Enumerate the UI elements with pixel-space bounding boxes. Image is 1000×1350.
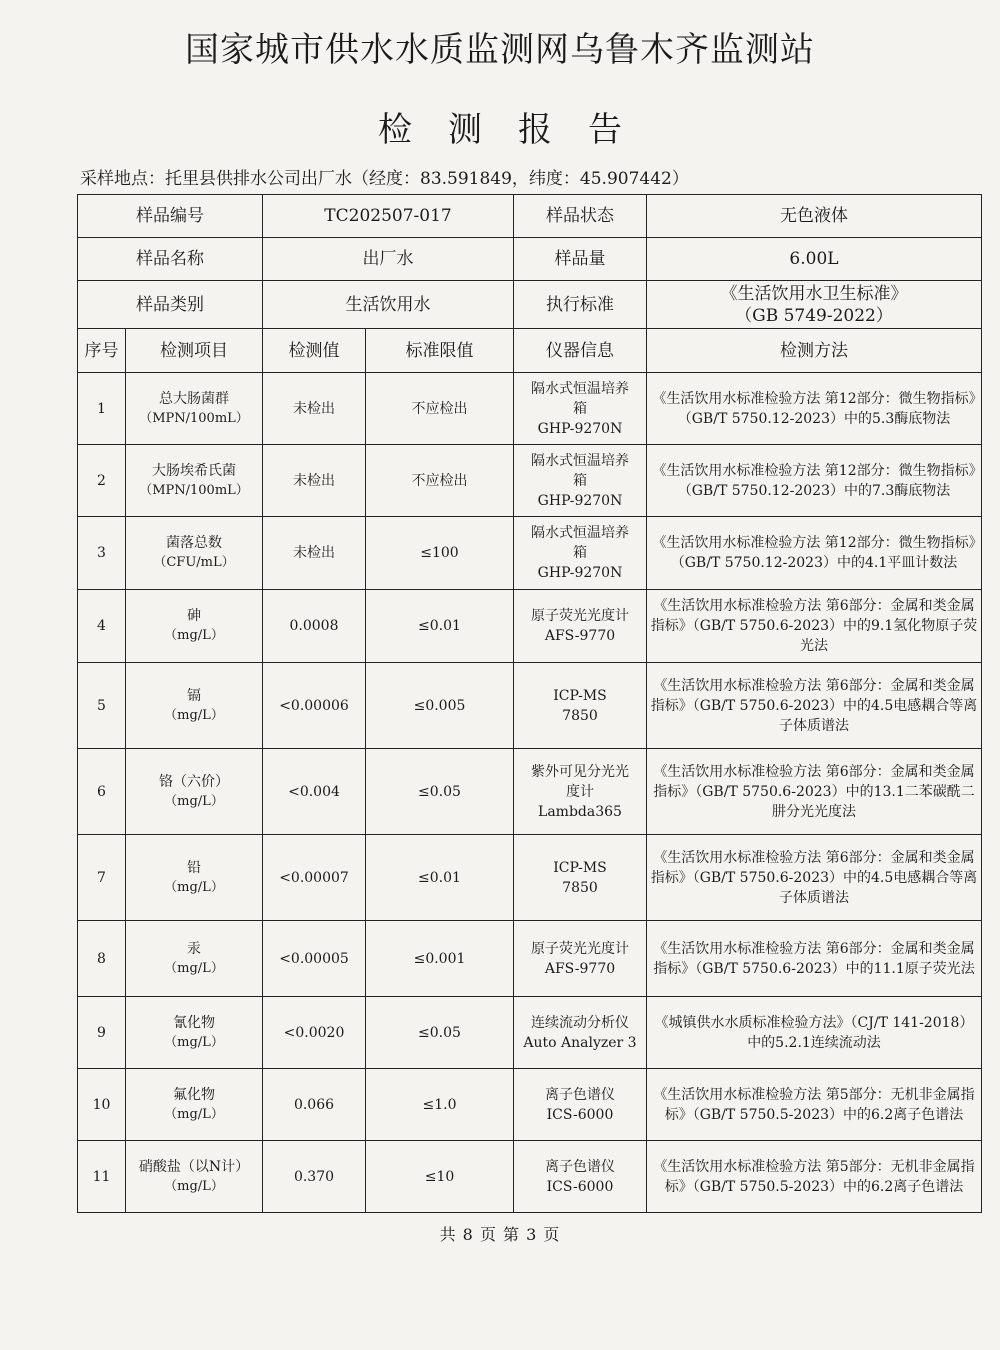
test-value: 0.0008: [263, 590, 366, 663]
test-item-unit: （mg/L）: [164, 960, 224, 976]
test-item: [126, 590, 263, 663]
test-value: <0.004: [263, 749, 366, 835]
test-method: 《生活饮用水标准检验方法 第6部分：金属和类金属指标》（GB/T 5750.6-2023）中的13.1二苯碳酰二肼分光光度法: [647, 749, 982, 835]
test-item: [126, 1069, 263, 1141]
instrument-line-2: 7850: [562, 707, 598, 724]
sample-no-label: 样品编号: [78, 195, 263, 238]
test-item-name: 大肠埃希氏菌: [152, 462, 236, 479]
test-item: [126, 663, 263, 749]
sample-name-label: 样品名称: [78, 238, 263, 281]
report-table: [77, 194, 982, 1213]
instrument-info: [514, 517, 647, 590]
sample-state-label: 样品状态: [514, 195, 647, 238]
col-header-method: 检测方法: [647, 329, 982, 373]
test-value: <0.00007: [263, 835, 366, 921]
test-item-unit: （mg/L）: [164, 1106, 224, 1122]
test-value: 未检出: [263, 517, 366, 590]
standard-limit: ≤0.001: [366, 921, 514, 997]
instrument-name: 隔水式恒温培养: [531, 380, 629, 397]
test-value: <0.00006: [263, 663, 366, 749]
sample-state-value: 无色液体: [647, 195, 982, 238]
test-item: [126, 517, 263, 590]
test-item-name: 镉: [187, 687, 201, 704]
row-number: 10: [78, 1069, 126, 1141]
instrument-info: [514, 1141, 647, 1213]
instrument-line-2: Auto Analyzer 3: [523, 1034, 637, 1051]
test-item-unit: （mg/L）: [164, 879, 224, 895]
row-number: 5: [78, 663, 126, 749]
test-item: [126, 1141, 263, 1213]
row-number: 7: [78, 835, 126, 921]
result-row: [78, 445, 982, 517]
result-row: [78, 663, 982, 749]
row-number: 1: [78, 373, 126, 445]
test-method: 《生活饮用水标准检验方法 第5部分：无机非金属指标》（GB/T 5750.5-2023）中的6.2离子色谱法: [647, 1069, 982, 1141]
instrument-name: 紫外可见分光光: [531, 763, 629, 780]
sample-qty-value: 6.00L: [647, 238, 982, 281]
instrument-line-2: 7850: [562, 879, 598, 896]
instrument-info: [514, 445, 647, 517]
test-item: [126, 921, 263, 997]
test-value: <0.00005: [263, 921, 366, 997]
standard-name: 《生活饮用水卫生标准》: [720, 283, 908, 304]
row-number: 2: [78, 445, 126, 517]
instrument-line-2: 箱: [573, 545, 587, 561]
test-item: [126, 997, 263, 1069]
result-row: [78, 373, 982, 445]
result-row: [78, 749, 982, 835]
instrument-line-2: 度计: [566, 783, 594, 800]
test-item: [126, 835, 263, 921]
test-item-unit: （CFU/mL）: [153, 555, 235, 570]
test-item-name: 砷: [187, 608, 201, 624]
row-number: 9: [78, 997, 126, 1069]
test-method: 《生活饮用水标准检验方法 第12部分：微生物指标》（GB/T 5750.12-2023）中的5.3酶底物法: [647, 373, 982, 445]
instrument-name: 隔水式恒温培养: [531, 452, 629, 469]
test-item-name: 总大肠菌群: [159, 390, 229, 407]
sample-no-value: TC202507-017: [263, 195, 514, 238]
test-method: 《城镇供水水质标准检验方法》（CJ/T 141-2018）中的5.2.1连续流动法: [647, 997, 982, 1069]
test-item-unit: （MPN/100mL）: [139, 410, 249, 426]
standard-limit: 不应检出: [366, 445, 514, 517]
test-item-unit: （MPN/100mL）: [139, 482, 249, 498]
info-row-sample-no: [78, 195, 982, 238]
test-item-name: 菌落总数: [166, 535, 222, 551]
test-method: 《生活饮用水标准检验方法 第12部分：微生物指标》（GB/T 5750.12-2023）中的4.1平皿计数法: [647, 517, 982, 590]
standard-limit: ≤0.05: [366, 749, 514, 835]
result-row: [78, 835, 982, 921]
instrument-model: GHP-9270N: [537, 492, 623, 509]
test-method: 《生活饮用水标准检验方法 第12部分：微生物指标》（GB/T 5750.12-2023）中的7.3酶底物法: [647, 445, 982, 517]
standard-limit: ≤0.005: [366, 663, 514, 749]
test-value: 0.370: [263, 1141, 366, 1213]
sample-qty-label: 样品量: [514, 238, 647, 281]
row-number: 4: [78, 590, 126, 663]
instrument-line-2: ICS-6000: [546, 1106, 614, 1123]
col-header-limit: 标准限值: [366, 329, 514, 373]
test-method: 《生活饮用水标准检验方法 第5部分：无机非金属指标》（GB/T 5750.5-2023）中的6.2离子色谱法: [647, 1141, 982, 1213]
test-item-unit: （mg/L）: [164, 707, 224, 723]
result-row: [78, 590, 982, 663]
test-value: 未检出: [263, 445, 366, 517]
test-method: 《生活饮用水标准检验方法 第6部分：金属和类金属指标》（GB/T 5750.6-2023）中的9.1氢化物原子荧光法: [647, 590, 982, 663]
instrument-info: [514, 590, 647, 663]
instrument-line-2: AFS-9770: [544, 628, 616, 644]
standard-limit: ≤100: [366, 517, 514, 590]
sample-type-label: 样品类别: [78, 281, 263, 329]
instrument-line-2: 箱: [573, 472, 587, 489]
instrument-info: [514, 749, 647, 835]
page-number: 共 8 页 第 3 页: [439, 1225, 561, 1244]
instrument-model: GHP-9270N: [537, 565, 623, 581]
instrument-name: 原子荧光光度计: [531, 940, 629, 957]
instrument-model: GHP-9270N: [537, 420, 623, 437]
sample-type-value: 生活饮用水: [263, 281, 514, 329]
instrument-name: ICP-MS: [553, 687, 607, 704]
col-header-instrument: 仪器信息: [514, 329, 647, 373]
standard-limit: ≤0.01: [366, 590, 514, 663]
result-row: [78, 1069, 982, 1141]
test-item-name: 铬（六价）: [159, 773, 229, 790]
instrument-info: [514, 1069, 647, 1141]
row-number: 3: [78, 517, 126, 590]
test-method: 《生活饮用水标准检验方法 第6部分：金属和类金属指标》（GB/T 5750.6-2023）中的4.5电感耦合等离子体质谱法: [647, 835, 982, 921]
test-item-name: 铅: [187, 859, 201, 876]
test-item-unit: （mg/L）: [164, 628, 224, 643]
column-header-row: [78, 329, 982, 373]
result-row: [78, 1141, 982, 1213]
sample-name-value: 出厂水: [263, 238, 514, 281]
result-row: [78, 997, 982, 1069]
standard-limit: ≤0.05: [366, 997, 514, 1069]
test-item-unit: （mg/L）: [164, 1034, 224, 1050]
standard-value: [647, 281, 982, 329]
col-header-value: 检测值: [263, 329, 366, 373]
test-value: 未检出: [263, 373, 366, 445]
test-value: <0.0020: [263, 997, 366, 1069]
report-title: 检测报告: [378, 110, 658, 150]
instrument-name: 隔水式恒温培养: [531, 525, 629, 541]
test-item: [126, 373, 263, 445]
instrument-name: 离子色谱仪: [545, 1086, 615, 1103]
result-row: [78, 921, 982, 997]
standard-limit: ≤10: [366, 1141, 514, 1213]
instrument-line-2: ICS-6000: [546, 1178, 614, 1195]
instrument-info: [514, 373, 647, 445]
standard-code: （GB 5749-2022）: [735, 305, 893, 326]
instrument-info: [514, 835, 647, 921]
instrument-name: ICP-MS: [553, 859, 607, 876]
instrument-info: [514, 921, 647, 997]
row-number: 11: [78, 1141, 126, 1213]
result-row: [78, 517, 982, 590]
test-item-name: 硝酸盐（以N计）: [138, 1158, 250, 1175]
test-item-name: 氟化物: [173, 1086, 215, 1103]
instrument-line-2: AFS-9770: [544, 960, 616, 977]
test-item-name: 氰化物: [173, 1014, 215, 1031]
test-item: [126, 445, 263, 517]
instrument-name: 离子色谱仪: [545, 1158, 615, 1175]
col-header-no: 序号: [78, 329, 126, 373]
row-number: 8: [78, 921, 126, 997]
instrument-info: [514, 663, 647, 749]
test-value: 0.066: [263, 1069, 366, 1141]
instrument-name: 连续流动分析仪: [531, 1014, 629, 1031]
instrument-line-2: 箱: [573, 400, 587, 417]
test-item-unit: （mg/L）: [164, 1178, 224, 1194]
test-item-unit: （mg/L）: [164, 793, 224, 809]
standard-limit: ≤1.0: [366, 1069, 514, 1141]
col-header-item: 检测项目: [126, 329, 263, 373]
row-number: 6: [78, 749, 126, 835]
organization-title: 国家城市供水水质监测网乌鲁木齐监测站: [185, 30, 815, 70]
instrument-name: 原子荧光光度计: [531, 608, 629, 624]
test-item: [126, 749, 263, 835]
instrument-model: Lambda365: [538, 803, 622, 820]
test-method: 《生活饮用水标准检验方法 第6部分：金属和类金属指标》（GB/T 5750.6-2023）中的11.1原子荧光法: [647, 921, 982, 997]
standard-limit: 不应检出: [366, 373, 514, 445]
info-row-sample-name: [78, 238, 982, 281]
standard-label: 执行标准: [514, 281, 647, 329]
sampling-location: 采样地点：托里县供排水公司出厂水（经度：83.591849，纬度：45.907442）: [80, 169, 689, 189]
instrument-info: [514, 997, 647, 1069]
standard-limit: ≤0.01: [366, 835, 514, 921]
test-item-name: 汞: [187, 940, 201, 957]
test-method: 《生活饮用水标准检验方法 第6部分：金属和类金属指标》（GB/T 5750.6-2023）中的4.5电感耦合等离子体质谱法: [647, 663, 982, 749]
info-row-sample-type: [78, 281, 982, 329]
